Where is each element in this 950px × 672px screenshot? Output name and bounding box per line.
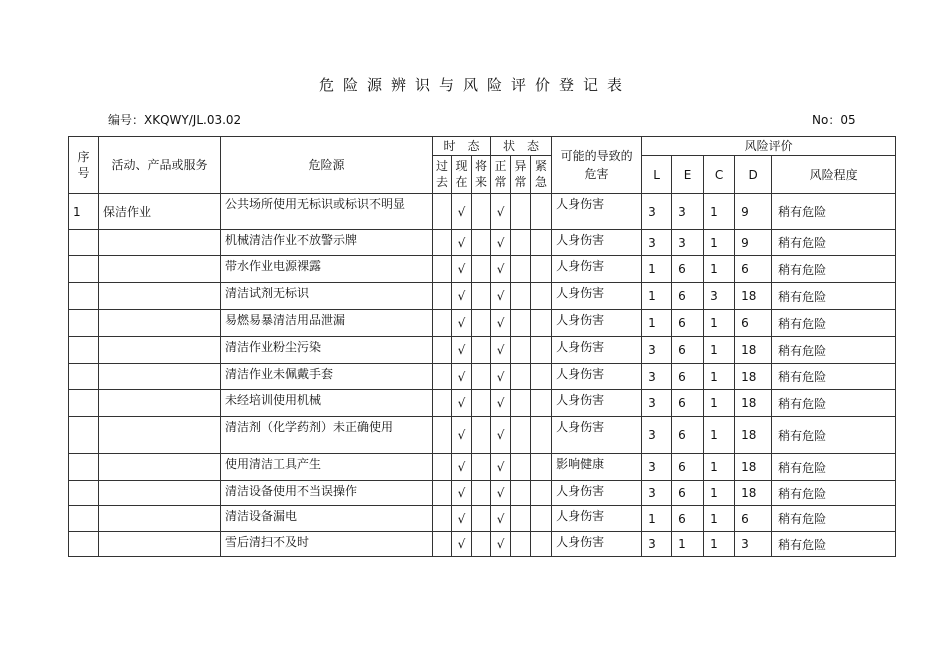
cell-abnormal [511,310,531,337]
cell-past [433,364,452,390]
cell-hazard: 清洁设备使用不当误操作 [221,481,433,506]
cell-C: 3 [704,283,735,310]
cell-harm: 人身伤害 [552,390,642,417]
cell-present: √ [452,506,472,532]
cell-normal: √ [491,417,511,454]
cell-level: 稍有危险 [772,310,896,337]
cell-E: 6 [672,454,704,481]
cell-L: 1 [642,256,672,283]
cell-D: 18 [735,337,772,364]
cell-L: 3 [642,230,672,256]
cell-L: 1 [642,283,672,310]
cell-normal: √ [491,364,511,390]
cell-seq [69,532,99,557]
cell-emergency [531,532,552,557]
cell-normal: √ [491,454,511,481]
cell-past [433,283,452,310]
cell-C: 1 [704,337,735,364]
header-past: 过去 [433,156,452,194]
cell-emergency [531,283,552,310]
cell-seq [69,417,99,454]
table-row [69,194,896,230]
cell-future [472,194,491,230]
cell-abnormal [511,337,531,364]
header-level: 风险程度 [772,156,896,194]
cell-abnormal [511,256,531,283]
cell-E: 6 [672,390,704,417]
cell-seq [69,283,99,310]
cell-abnormal [511,194,531,230]
cell-C: 1 [704,532,735,557]
cell-future [472,283,491,310]
cell-hazard: 雪后清扫不及时 [221,532,433,557]
cell-E: 1 [672,532,704,557]
cell-D: 18 [735,417,772,454]
cell-seq [69,310,99,337]
cell-harm: 影响健康 [552,454,642,481]
cell-D: 6 [735,506,772,532]
cell-C: 1 [704,310,735,337]
cell-D: 18 [735,454,772,481]
cell-normal: √ [491,337,511,364]
cell-hazard: 机械清洁作业不放警示牌 [221,230,433,256]
cell-seq: 1 [69,194,99,230]
document-number: No：05 [812,113,856,127]
cell-emergency [531,337,552,364]
cell-harm: 人身伤害 [552,310,642,337]
cell-level: 稍有危险 [772,532,896,557]
header-state: 状 态 [491,137,552,156]
cell-future [472,230,491,256]
table-row [69,417,896,454]
cell-level: 稍有危险 [772,230,896,256]
header-tense: 时 态 [433,137,491,156]
cell-C: 1 [704,390,735,417]
cell-present: √ [452,256,472,283]
cell-emergency [531,417,552,454]
cell-future [472,390,491,417]
header-normal: 正常 [491,156,511,194]
cell-level: 稍有危险 [772,283,896,310]
cell-normal: √ [491,532,511,557]
cell-present: √ [452,364,472,390]
cell-level: 稍有危险 [772,390,896,417]
cell-L: 3 [642,194,672,230]
cell-past [433,256,452,283]
cell-level: 稍有危险 [772,256,896,283]
cell-E: 6 [672,337,704,364]
table-row [69,506,896,532]
cell-harm: 人身伤害 [552,364,642,390]
cell-abnormal [511,283,531,310]
cell-past [433,310,452,337]
cell-present: √ [452,230,472,256]
header-D: D [735,156,772,194]
hazard-register-table [68,136,896,557]
cell-level: 稍有危险 [772,194,896,230]
cell-past [433,506,452,532]
cell-L: 3 [642,337,672,364]
document-title: 危险源辨识与风险评价登记表 [318,76,631,94]
cell-L: 1 [642,310,672,337]
cell-past [433,230,452,256]
cell-C: 1 [704,506,735,532]
cell-present: √ [452,532,472,557]
cell-future [472,454,491,481]
cell-emergency [531,310,552,337]
cell-normal: √ [491,506,511,532]
cell-emergency [531,364,552,390]
table-row [69,310,896,337]
cell-activity [99,506,221,532]
cell-abnormal [511,390,531,417]
cell-future [472,532,491,557]
cell-D: 18 [735,390,772,417]
cell-hazard: 清洁试剂无标识 [221,283,433,310]
cell-L: 3 [642,481,672,506]
cell-hazard: 公共场所使用无标识或标识不明显 [221,194,433,230]
cell-seq [69,364,99,390]
cell-hazard: 带水作业电源裸露 [221,256,433,283]
cell-L: 3 [642,364,672,390]
cell-activity [99,337,221,364]
cell-E: 6 [672,310,704,337]
cell-emergency [531,481,552,506]
cell-seq [69,230,99,256]
cell-future [472,481,491,506]
cell-level: 稍有危险 [772,454,896,481]
table-row [69,337,896,364]
cell-activity [99,256,221,283]
cell-abnormal [511,364,531,390]
header-activity: 活动、产品或服务 [99,137,221,194]
cell-C: 1 [704,194,735,230]
cell-future [472,506,491,532]
table-row [69,481,896,506]
table-row [69,256,896,283]
cell-future [472,256,491,283]
cell-harm: 人身伤害 [552,532,642,557]
cell-present: √ [452,194,472,230]
cell-abnormal [511,506,531,532]
cell-emergency [531,230,552,256]
cell-activity [99,310,221,337]
cell-abnormal [511,417,531,454]
header-seq: 序号 [69,137,99,194]
cell-E: 6 [672,283,704,310]
cell-normal: √ [491,283,511,310]
cell-D: 18 [735,364,772,390]
cell-E: 6 [672,506,704,532]
cell-past [433,390,452,417]
header-abnormal: 异常 [511,156,531,194]
cell-level: 稍有危险 [772,506,896,532]
cell-harm: 人身伤害 [552,481,642,506]
cell-level: 稍有危险 [772,417,896,454]
table-row [69,364,896,390]
cell-harm: 人身伤害 [552,417,642,454]
cell-D: 9 [735,230,772,256]
cell-hazard: 清洁剂（化学药剂）未正确使用 [221,417,433,454]
cell-level: 稍有危险 [772,481,896,506]
cell-hazard: 清洁设备漏电 [221,506,433,532]
cell-level: 稍有危险 [772,337,896,364]
cell-C: 1 [704,230,735,256]
cell-normal: √ [491,256,511,283]
cell-normal: √ [491,310,511,337]
cell-abnormal [511,230,531,256]
cell-L: 3 [642,454,672,481]
cell-L: 3 [642,532,672,557]
cell-hazard: 清洁作业粉尘污染 [221,337,433,364]
cell-E: 6 [672,417,704,454]
cell-present: √ [452,337,472,364]
table-row [69,230,896,256]
cell-hazard: 清洁作业未佩戴手套 [221,364,433,390]
cell-present: √ [452,390,472,417]
cell-seq [69,256,99,283]
table-row [69,532,896,557]
cell-activity [99,481,221,506]
cell-past [433,194,452,230]
cell-emergency [531,194,552,230]
cell-L: 3 [642,417,672,454]
cell-seq [69,337,99,364]
cell-abnormal [511,481,531,506]
cell-abnormal [511,454,531,481]
cell-E: 6 [672,256,704,283]
cell-C: 1 [704,364,735,390]
header-L: L [642,156,672,194]
cell-emergency [531,454,552,481]
cell-harm: 人身伤害 [552,337,642,364]
cell-C: 1 [704,481,735,506]
cell-emergency [531,390,552,417]
cell-hazard: 使用清洁工具产生 [221,454,433,481]
cell-future [472,310,491,337]
cell-present: √ [452,417,472,454]
cell-present: √ [452,310,472,337]
cell-past [433,337,452,364]
cell-seq [69,454,99,481]
header-hazard: 危险源 [221,137,433,194]
cell-harm: 人身伤害 [552,283,642,310]
cell-D: 18 [735,283,772,310]
header-present: 现在 [452,156,472,194]
cell-harm: 人身伤害 [552,506,642,532]
cell-past [433,481,452,506]
document-code: 编号：XKQWY/JL.03.02 [108,113,242,127]
table-row [69,454,896,481]
cell-E: 3 [672,230,704,256]
cell-E: 6 [672,481,704,506]
cell-emergency [531,256,552,283]
cell-E: 6 [672,364,704,390]
cell-past [433,454,452,481]
cell-abnormal [511,532,531,557]
cell-future [472,337,491,364]
cell-activity [99,364,221,390]
header-E: E [672,156,704,194]
cell-emergency [531,506,552,532]
cell-D: 6 [735,310,772,337]
cell-C: 1 [704,417,735,454]
cell-seq [69,506,99,532]
table-row [69,390,896,417]
cell-activity: 保洁作业 [99,194,221,230]
cell-activity [99,230,221,256]
cell-L: 3 [642,390,672,417]
cell-C: 1 [704,454,735,481]
cell-harm: 人身伤害 [552,256,642,283]
cell-activity [99,532,221,557]
cell-past [433,532,452,557]
cell-level: 稍有危险 [772,364,896,390]
cell-seq [69,390,99,417]
cell-D: 6 [735,256,772,283]
cell-normal: √ [491,194,511,230]
cell-past [433,417,452,454]
cell-present: √ [452,283,472,310]
header-future: 将来 [472,156,491,194]
cell-normal: √ [491,230,511,256]
cell-D: 3 [735,532,772,557]
cell-D: 18 [735,481,772,506]
cell-seq [69,481,99,506]
cell-hazard: 未经培训使用机械 [221,390,433,417]
header-emergency: 紧急 [531,156,552,194]
header-harm: 可能的导致的危害 [552,137,642,194]
cell-activity [99,454,221,481]
cell-L: 1 [642,506,672,532]
cell-normal: √ [491,390,511,417]
cell-D: 9 [735,194,772,230]
cell-hazard: 易燃易暴清洁用品泄漏 [221,310,433,337]
cell-activity [99,390,221,417]
cell-harm: 人身伤害 [552,194,642,230]
cell-activity [99,283,221,310]
header-C: C [704,156,735,194]
cell-normal: √ [491,481,511,506]
header-risk: 风险评价 [642,137,896,156]
cell-activity [99,417,221,454]
cell-present: √ [452,454,472,481]
cell-E: 3 [672,194,704,230]
cell-C: 1 [704,256,735,283]
cell-present: √ [452,481,472,506]
cell-future [472,364,491,390]
cell-future [472,417,491,454]
table-row [69,283,896,310]
cell-harm: 人身伤害 [552,230,642,256]
